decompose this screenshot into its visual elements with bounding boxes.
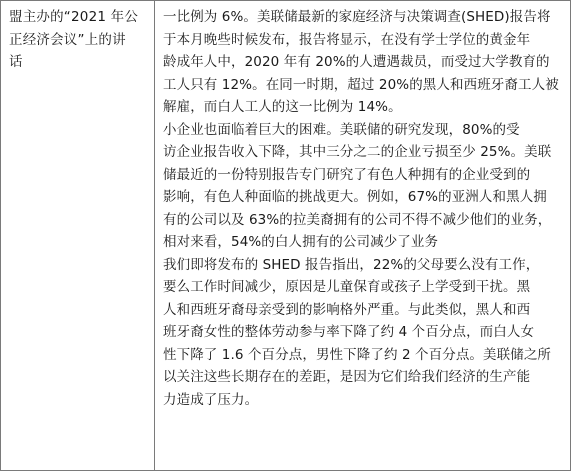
paragraph-small-business: 小企业也面临着巨大的困难。美联储的研究发现，80%的受 访企业报告收入下降，其中三分之二的企业亏损至少 25%。美联 储最近的一份特别报告专门研究了有色人种拥有的企业受到的 影响，有色人种面临的挑战更大。例如，67%的亚洲人和黑人拥 有的公司以及 63%的拉美裔拥有的公司不得不减少他们的业务， 相对来看，54%的白人拥有的公司减少了业务 bbox=[163, 121, 552, 250]
paragraph-household-survey: 一比例为 6%。美联储最新的家庭经济与决策调查(SHED)报告将 于本月晚些时候发布，报告将显示，在没有学士学位的黄金年 龄成年人中，2020 年有 20%的人遭遇裁员，而受过大学教育的 工人只有 12%。在同一时期，超过 20%的黑人和西班牙裔工人被 解雇，而白人工人的这一比例为 14%。 bbox=[163, 9, 559, 115]
speech-source-cell: 盟主办的“2021 年公 正经济会议”上的讲 话 bbox=[1, 1, 155, 470]
speech-content-cell bbox=[156, 1, 571, 470]
paragraph-parents-childcare: 我们即将发布的 SHED 报告指出，22%的父母要么没有工作， 要么工作时间减少，原因是儿童保育或孩子上学受到干扰。黑 人和西班牙裔母亲受到的影响格外严重。与此类似，黑人和西 班牙裔女性的整体劳动参与率下降了约 4 个百分点，而白人女 性下降了 1.6 个百分点，男性下降了约 2 个百分点。美联储之所 以关注这些长期存在的差距，是因为它们给我们经济的生产能 力造成了压力。 bbox=[163, 256, 552, 408]
